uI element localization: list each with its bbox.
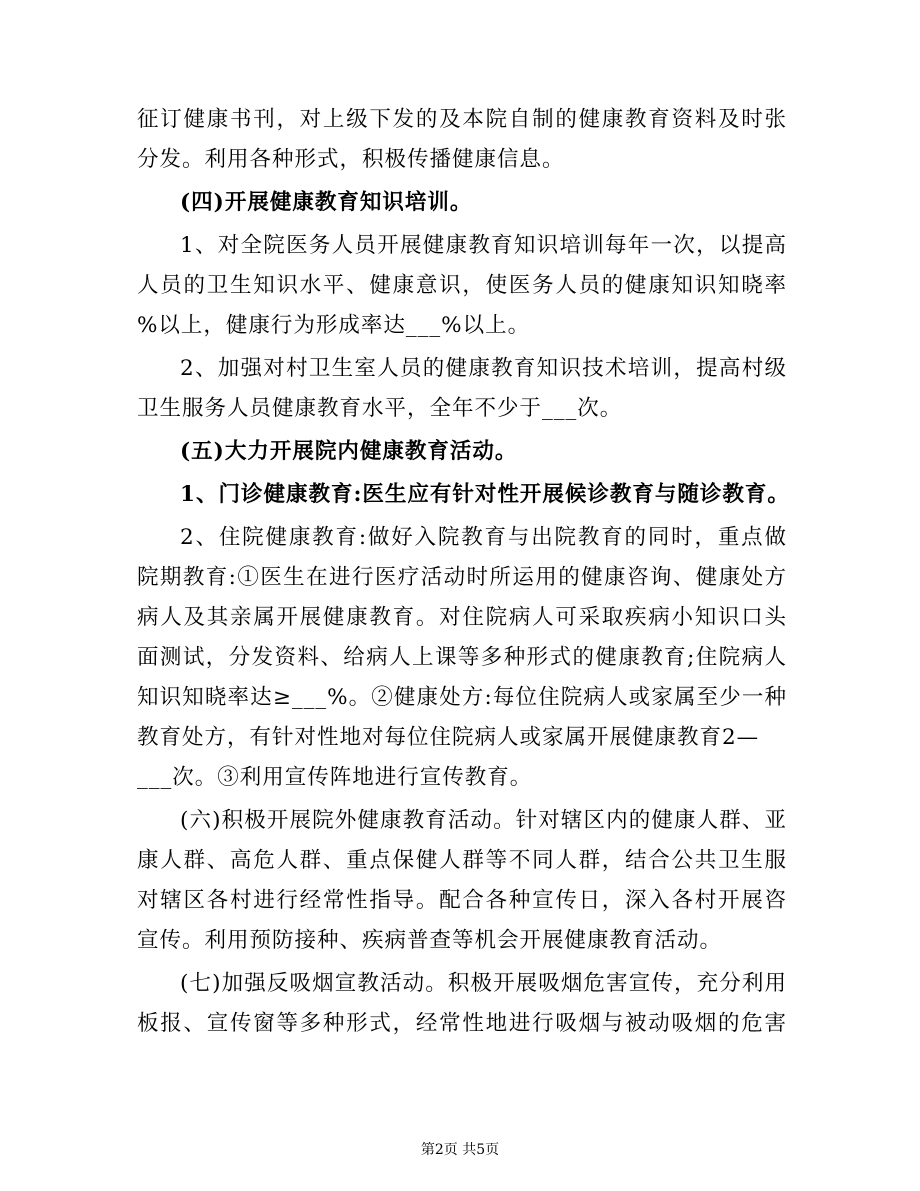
paragraph-line: 征订健康书刊，对上级下发的及本院自制的健康教育资料及时张 bbox=[137, 107, 787, 132]
paragraph-line: 卫生服务人员健康教育水平，全年不少于___次。 bbox=[137, 396, 623, 421]
paragraph-line: %以上，健康行为形成率达___%以上。 bbox=[137, 313, 531, 338]
paragraph-line: 对辖区各村进行经常性指导。配合各种宣传日，深入各村开展咨 bbox=[137, 888, 787, 913]
paragraph-line: 康人群、高危人群、重点保健人群等不同人群，结合公共卫生服 bbox=[137, 848, 787, 873]
section-heading: (五)大力开展院内健康教育活动。 bbox=[180, 439, 518, 464]
section-heading: (四)开展健康教育知识培训。 bbox=[180, 190, 473, 215]
paragraph-line: 病人及其亲属开展健康教育。对住院病人可采取疾病小知识口头 bbox=[137, 605, 787, 630]
paragraph-line: 2、住院健康教育:做好入院教育与出院教育的同时，重点做 bbox=[180, 525, 787, 550]
paragraph-line: 面测试，分发资料、给病人上课等多种形式的健康教育;住院病人 bbox=[137, 645, 787, 670]
paragraph-line: 板报、宣传窗等多种形式，经常性地进行吸烟与被动吸烟的危害 bbox=[137, 1011, 787, 1036]
paragraph-line: 1、对全院医务人员开展健康教育知识培训每年一次，以提高 bbox=[180, 233, 787, 258]
paragraph-line: 2、加强对村卫生室人员的健康教育知识技术培训，提高村级 bbox=[180, 356, 787, 381]
paragraph-line: 宣传。利用预防接种、疾病普查等机会开展健康教育活动。 bbox=[137, 928, 723, 953]
paragraph-line: (六)积极开展院外健康教育活动。针对辖区内的健康人群、亚 bbox=[180, 808, 787, 833]
paragraph-line: (七)加强反吸烟宣教活动。积极开展吸烟危害宣传，充分利用 bbox=[180, 971, 787, 996]
paragraph-line: 人员的卫生知识水平、健康意识，使医务人员的健康知识知晓率 bbox=[137, 273, 787, 298]
paragraph-line: 分发。利用各种形式，积极传播健康信息。 bbox=[137, 147, 565, 172]
page-indicator: 第2页 共5页 bbox=[420, 1142, 500, 1158]
paragraph-line: 知识知晓率达≥___%。②健康处方:每位住院病人或家属至少一种 bbox=[137, 685, 787, 710]
paragraph-line: 教育处方，有针对性地对每位住院病人或家属开展健康教育2— bbox=[137, 725, 760, 750]
paragraph-line: 1、门诊健康教育:医生应有针对性开展候诊教育与随诊教育。 bbox=[180, 482, 790, 507]
paragraph-line: 院期教育:①医生在进行医疗活动时所运用的健康咨询、健康处方 bbox=[137, 565, 787, 590]
paragraph-line: ___次。③利用宣传阵地进行宣传教育。 bbox=[137, 765, 533, 790]
